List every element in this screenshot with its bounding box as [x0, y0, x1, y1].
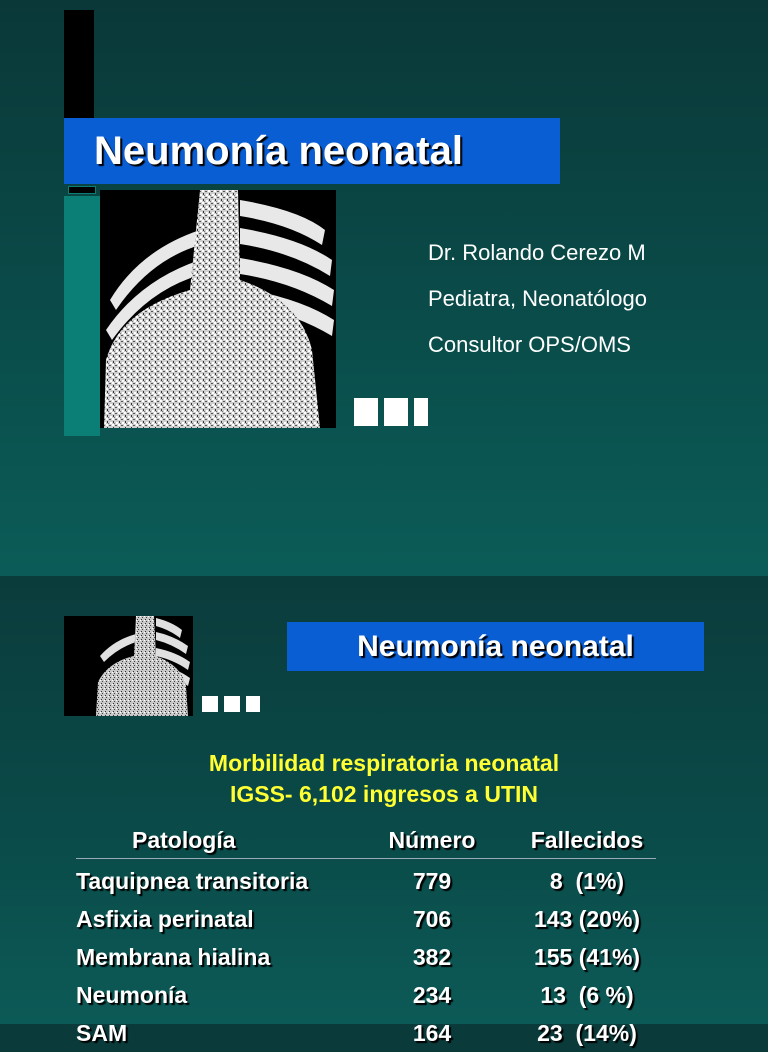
- cell-pathology: Taquipnea transitoria: [76, 867, 309, 894]
- slide-2: [0, 576, 768, 1046]
- table-row: [76, 938, 656, 976]
- table-caption-line-2: IGSS- 6,102 ingresos a UTIN: [229, 781, 539, 807]
- cell-number: 779: [412, 867, 452, 894]
- slide-title: Neumonía neonatal: [64, 118, 560, 184]
- table-caption-line-1: Morbilidad respiratoria neonatal: [208, 750, 560, 776]
- cell-deaths: 8 (1%): [549, 867, 625, 894]
- cell-pathology: Asfixia perinatal: [76, 905, 254, 932]
- table-row: [76, 900, 656, 938]
- cell-number: 706: [412, 905, 452, 932]
- header-number: Número: [388, 826, 476, 853]
- cell-number: 234: [412, 981, 452, 1008]
- chest-xray-thumbnail: [64, 616, 193, 716]
- table-row: [76, 862, 656, 900]
- morbidity-table: [76, 822, 656, 1052]
- table-row: [76, 1014, 656, 1052]
- author-role: Consultor OPS/OMS: [428, 332, 631, 357]
- decorative-black-bar: [64, 10, 94, 118]
- table-row: [76, 976, 656, 1014]
- cell-pathology: Membrana hialina: [76, 943, 271, 970]
- cell-pathology: SAM: [76, 1019, 128, 1046]
- cell-deaths: 155 (41%): [533, 943, 641, 970]
- slide-title: Neumonía neonatal: [287, 622, 704, 671]
- cell-number: 382: [412, 943, 452, 970]
- author-name: Dr. Rolando Cerezo M: [428, 240, 646, 265]
- author-specialty: Pediatra, Neonatólogo: [428, 286, 647, 311]
- decorative-squares: [202, 696, 266, 712]
- decorative-teal-bar: [64, 196, 100, 436]
- cell-deaths: 143 (20%): [533, 905, 641, 932]
- chest-xray-image: [100, 190, 336, 428]
- cell-deaths: 13 (6 %): [540, 981, 634, 1008]
- table-header-row: [76, 822, 656, 859]
- decorative-squares: [354, 398, 434, 426]
- cell-deaths: 23 (14%): [537, 1019, 637, 1046]
- header-pathology: Patología: [132, 826, 236, 853]
- author-block: [428, 236, 647, 374]
- cell-number: 164: [412, 1019, 452, 1046]
- cell-pathology: Neumonía: [76, 981, 188, 1008]
- decorative-black-bar-small: [68, 186, 96, 194]
- header-deaths: Fallecidos: [530, 826, 644, 853]
